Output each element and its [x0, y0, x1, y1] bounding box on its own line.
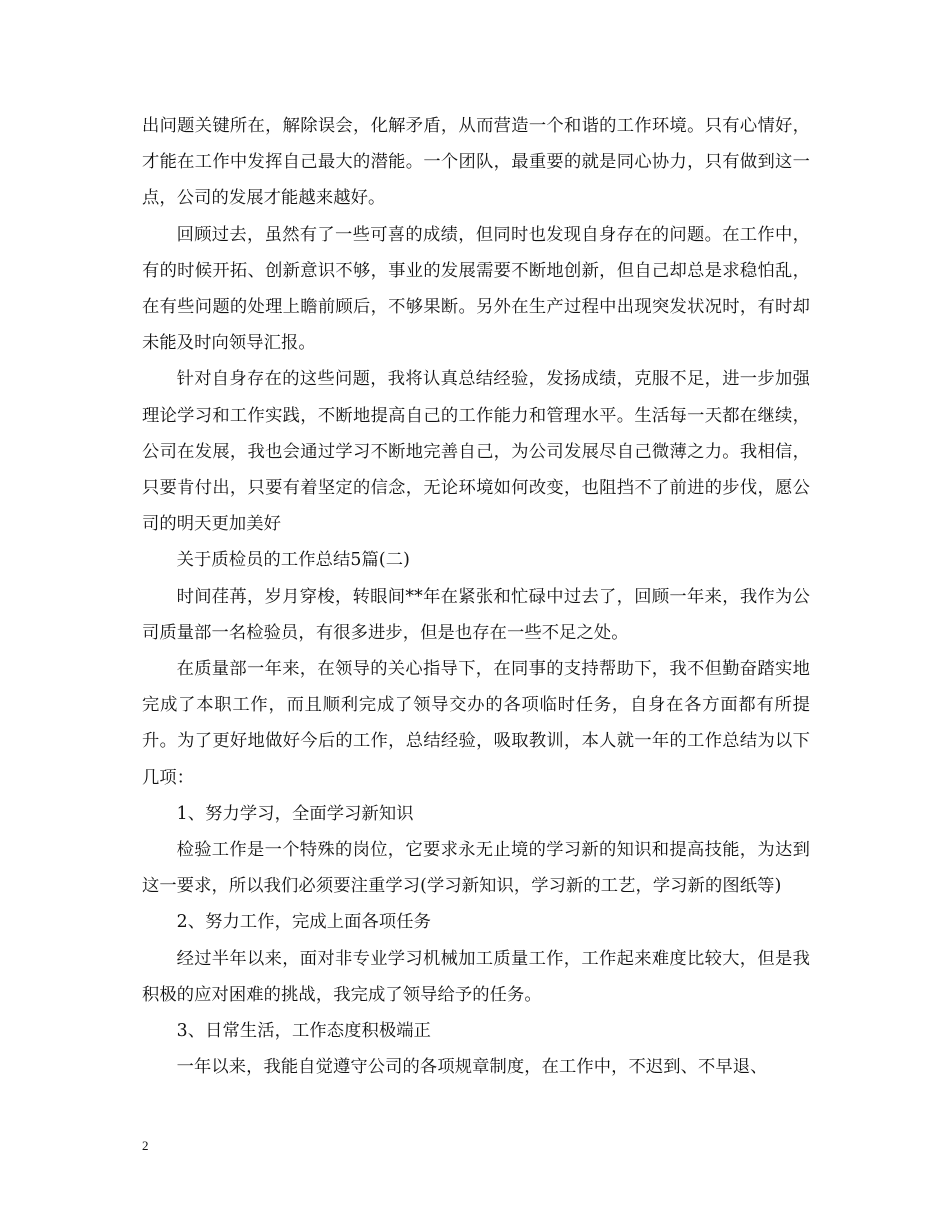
paragraph-2: 回顾过去，虽然有了一些可喜的成绩，但同时也发现自身存在的问题。在工作中，有的时候开拓、创新意识不够，事业的发展需要不断地创新，但自己却总是求稳怕乱，在有些问题的处理上瞻前顾后，不够果断。另外在生产过程中出现突发状况时，有时却未能及时向领导汇报。 [142, 224, 810, 354]
paragraph-3: 针对自身存在的这些问题，我将认真总结经验，发扬成绩，克服不足，进一步加强理论学习和工作实践，不断地提高自己的工作能力和管理水平。生活每一天都在继续，公司在发展，我也会通过学习不断地完善自己，为公司发展尽自己微薄之力。我相信，只要肯付出，只要有着坚定的信念，无论环境如何改变，也阻挡不了前进的步伐，愿公司的明天更加美好 [142, 369, 810, 535]
page-number: 2 [142, 1138, 149, 1153]
paragraph-12: 一年以来，我能自觉遵守公司的各项规章制度，在工作中，不迟到、不早退、 [176, 1057, 768, 1078]
list-item-heading-1: 1、努力学习，全面学习新知识 [176, 803, 414, 824]
list-item-heading-2: 2、努力工作，完成上面各项任务 [176, 912, 432, 933]
paragraph-8: 检验工作是一个特殊的岗位，它要求永无止境的学习新的知识和提高技能，为达到这一要求，所以我们必须要注重学习(学习新知识，学习新的工艺，学习新的图纸等) [142, 840, 810, 897]
paragraph-1: 出问题关键所在，解除误会，化解矛盾，从而营造一个和谐的工作环境。只有心情好，才能在工作中发挥自己最大的潜能。一个团队，最重要的就是同心协力，只有做到这一点，公司的发展才能越来越好。 [142, 116, 810, 209]
paragraph-6: 在质量部一年来，在领导的关心指导下，在同事的支持帮助下，我不但勤奋踏实地完成了本职工作，而且顺利完成了领导交办的各项临时任务，自身在各方面都有所提升。为了更好地做好今后的工作，总结经验，吸取教训，本人就一年的工作总结为以下几项： [142, 659, 810, 788]
paragraph-5: 时间荏苒，岁月穿梭，转眼间**年在紧张和忙碌中过去了，回顾一年来，我作为公司质量部一名检验员，有很多进步，但是也存在一些不足之处。 [142, 586, 810, 643]
list-item-heading-3: 3、日常生活，工作态度积极端正 [176, 1021, 432, 1042]
paragraph-10: 经过半年以来，面对非专业学习机械加工质量工作，工作起来难度比较大，但是我积极的应对困难的挑战，我完成了领导给予的任务。 [142, 948, 810, 1005]
section-heading: 关于质检员的工作总结5篇(二) [176, 550, 410, 571]
document-body [142, 108, 810, 1085]
